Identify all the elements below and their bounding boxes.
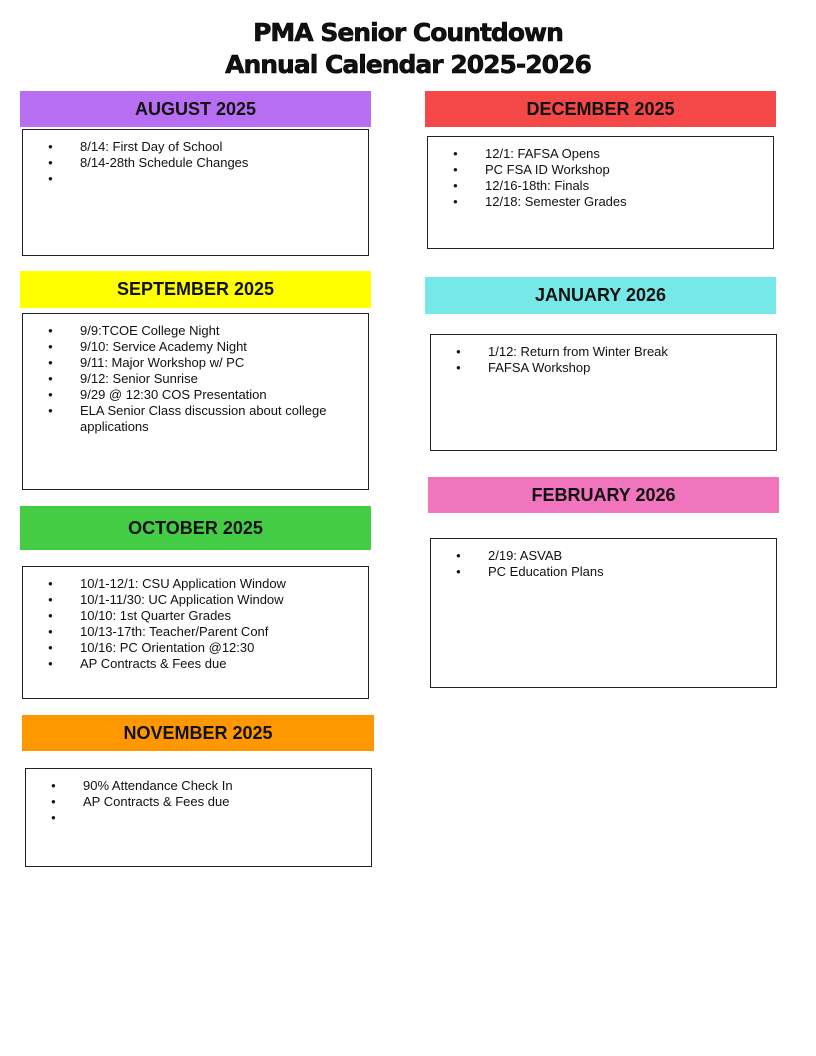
event-item: ● 12/1: FAFSA Opens xyxy=(428,146,773,162)
event-item: ● 8/14-28th Schedule Changes xyxy=(23,155,368,171)
month-header-feb: FEBRUARY 2026 xyxy=(428,477,779,513)
event-item: ● 12/18: Semester Grades xyxy=(428,194,773,210)
event-list xyxy=(26,778,371,826)
event-item: ● 1/12: Return from Winter Break xyxy=(431,344,776,360)
month-header-dec: DECEMBER 2025 xyxy=(425,91,776,127)
event-item: ● PC Education Plans xyxy=(431,564,776,580)
month-box-jan xyxy=(430,334,777,451)
event-item: ● 2/19: ASVAB xyxy=(431,548,776,564)
event-item: ● 10/1-12/1: CSU Application Window xyxy=(23,576,368,592)
event-item: ● 10/10: 1st Quarter Grades xyxy=(23,608,368,624)
month-box-sep xyxy=(22,313,369,490)
event-item: ● 9/11: Major Workshop w/ PC xyxy=(23,355,368,371)
event-item: ● 9/29 @ 12:30 COS Presentation xyxy=(23,387,368,403)
event-item: ● PC FSA ID Workshop xyxy=(428,162,773,178)
event-item: ● 10/16: PC Orientation @12:30 xyxy=(23,640,368,656)
event-item: ● 9/9:TCOE College Night xyxy=(23,323,368,339)
month-header-sep: SEPTEMBER 2025 xyxy=(20,271,371,308)
event-item xyxy=(23,171,368,187)
event-list xyxy=(23,576,368,672)
month-header-aug: AUGUST 2025 xyxy=(20,91,371,127)
event-item: ● 12/16-18th: Finals xyxy=(428,178,773,194)
event-list xyxy=(23,323,368,435)
event-item: ● 90% Attendance Check In xyxy=(26,778,371,794)
month-header-oct: OCTOBER 2025 xyxy=(20,506,371,550)
event-list xyxy=(428,146,773,210)
event-item: ● AP Contracts & Fees due xyxy=(26,794,371,810)
event-list xyxy=(431,548,776,580)
event-item: ● 10/13-17th: Teacher/Parent Conf xyxy=(23,624,368,640)
month-box-nov xyxy=(25,768,372,867)
month-box-aug xyxy=(22,129,369,256)
page-title: PMA Senior Countdown xyxy=(253,18,563,47)
event-item: ● 9/10: Service Academy Night xyxy=(23,339,368,355)
event-item xyxy=(26,810,371,826)
event-list xyxy=(431,344,776,376)
month-header-jan: JANUARY 2026 xyxy=(425,277,776,314)
page-subtitle: Annual Calendar 2025-2026 xyxy=(225,50,591,79)
event-item: ● 8/14: First Day of School xyxy=(23,139,368,155)
month-box-dec xyxy=(427,136,774,249)
event-item: ● 10/1-11/30: UC Application Window xyxy=(23,592,368,608)
month-box-feb xyxy=(430,538,777,688)
event-item: ● FAFSA Workshop xyxy=(431,360,776,376)
event-list xyxy=(23,139,368,187)
month-header-nov: NOVEMBER 2025 xyxy=(22,715,374,751)
event-item: ● AP Contracts & Fees due xyxy=(23,656,368,672)
event-item: ● 9/12: Senior Sunrise xyxy=(23,371,368,387)
event-item: ● ELA Senior Class discussion about college applications xyxy=(23,403,368,435)
month-box-oct xyxy=(22,566,369,699)
